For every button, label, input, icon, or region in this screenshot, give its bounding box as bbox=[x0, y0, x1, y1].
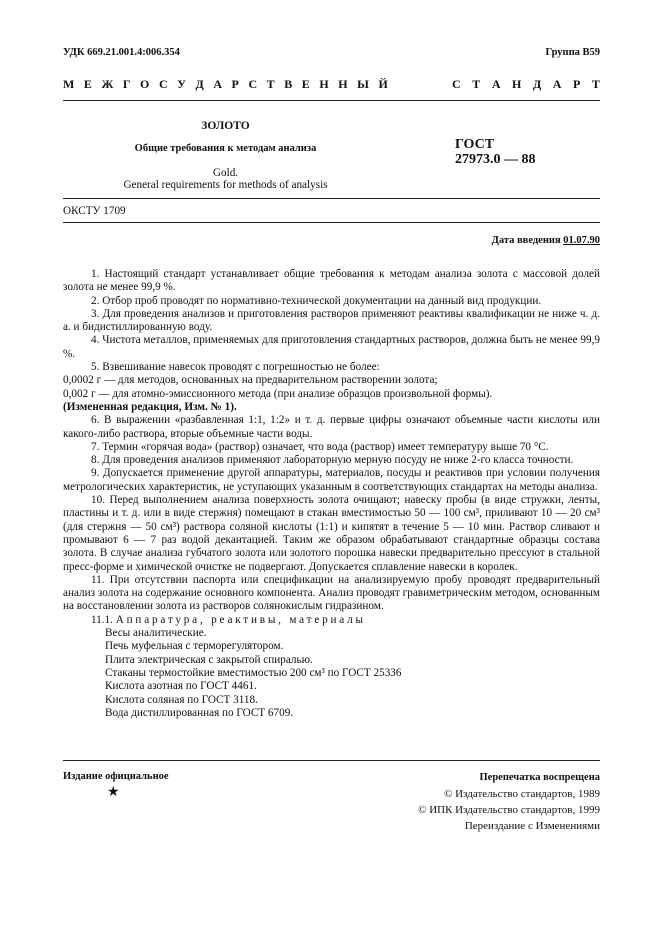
equipment-item: Весы аналитические. bbox=[105, 627, 207, 640]
gost-label: ГОСТ bbox=[455, 137, 495, 152]
paragraph-5-item-1: 0,0002 г — для методов, основанных на предварительном растворении золота; bbox=[63, 374, 438, 387]
banner-letter: Й bbox=[378, 77, 388, 91]
banner-letter: Т bbox=[472, 77, 481, 91]
banner-word-interstate bbox=[63, 76, 388, 92]
banner-letter: В bbox=[284, 77, 293, 91]
banner-letter: Д bbox=[195, 77, 204, 91]
paragraph-3: 3. Для проведения анализов и приготовления растворов применяют реактивы квалификации не ниже ч. д. а. и бидистиллированную воду. bbox=[63, 307, 600, 334]
gost-number: 27973.0 — 88 bbox=[455, 152, 536, 167]
banner-letter: Г bbox=[122, 77, 131, 91]
equipment-item: Стаканы термостойкие вместимостью 200 см³ по ГОСТ 25336 bbox=[105, 666, 402, 679]
amendment-note: (Измененная редакция, Изм. № 1). bbox=[63, 400, 237, 413]
reissue-note: Переиздание с Изменениями bbox=[464, 820, 600, 832]
introduction-date-value: 01.07.90 bbox=[563, 235, 600, 246]
banner-letter: Т bbox=[266, 77, 275, 91]
equipment-item: Кислота азотная по ГОСТ 4461. bbox=[105, 680, 257, 693]
standard-banner bbox=[63, 76, 600, 92]
banner-letter: Р bbox=[573, 77, 581, 91]
title-en: Gold. bbox=[212, 167, 239, 179]
title-rule bbox=[63, 198, 600, 199]
paragraph-6: 6. В выражении «разбавленная 1:1, 1:2» и т. д. первые цифры означают объемные части кислоты или какого-либо раствора, вторые объемные части воды. bbox=[63, 414, 600, 440]
banner-letter: Ж bbox=[101, 77, 114, 91]
introduction-date-label: Дата введения bbox=[491, 235, 561, 246]
banner-letter: Н bbox=[338, 77, 348, 91]
banner-letter: О bbox=[140, 77, 150, 91]
banner-letter: Е bbox=[301, 77, 310, 91]
equipment-item: Вода дистиллированная по ГОСТ 6709. bbox=[105, 706, 294, 719]
paragraph-4: 4. Чистота металлов, применяемых для приготовления стандартных растворов, должна быть не менее 99,9 %. bbox=[63, 334, 600, 360]
paragraph-5: 5. Взвешивание навесок проводят с погрешностью не более: bbox=[91, 361, 380, 374]
banner-letter: Д bbox=[532, 77, 542, 91]
banner-letter: Н bbox=[319, 77, 329, 91]
title-ru: ЗОЛОТО bbox=[201, 120, 250, 132]
banner-letter: С bbox=[248, 77, 258, 91]
paragraph-11: 11. При отсутствии паспорта или спецификации на анализируемую пробу проводят предварительный анализ золота на содержание основного компонента. Анализ проводят гравиметрическим методом, основанным на восстановлении золота из растворов солянокислым гидразином. bbox=[63, 573, 600, 613]
section-11-1-prefix: 11.1. bbox=[91, 613, 113, 626]
banner-letter: М bbox=[63, 77, 75, 91]
footer-rule bbox=[63, 760, 600, 761]
section-11-1-title: Аппаратура, реактивы, материалы bbox=[115, 613, 366, 626]
banner-letter: А bbox=[552, 77, 562, 91]
equipment-item: Плита электрическая с закрытой спиралью. bbox=[105, 653, 313, 666]
banner-letter: А bbox=[213, 77, 222, 91]
introduction-date bbox=[492, 234, 600, 247]
banner-letter: А bbox=[491, 77, 501, 91]
okstu-rule bbox=[63, 222, 600, 223]
banner-letter: Н bbox=[512, 77, 522, 91]
star-icon: ★ bbox=[107, 785, 120, 800]
udk-code: УДК 669.21.001.4:006.354 bbox=[63, 47, 180, 58]
banner-letter: Р bbox=[231, 77, 239, 91]
paragraph-1: 1. Настоящий стандарт устанавливает общие требования к методам анализа золота с массовой долей золота не менее 99,9 %. bbox=[63, 268, 600, 294]
okstu-code: ОКСТУ 1709 bbox=[63, 205, 126, 217]
paragraph-2: 2. Отбор проб проводят по нормативно-технической документации на данный вид продукции. bbox=[91, 294, 542, 307]
copyright-block bbox=[418, 770, 600, 834]
group-code: Группа В59 bbox=[545, 47, 600, 58]
banner-letter: У bbox=[177, 77, 186, 91]
paragraph-10: 10. Перед выполнением анализа поверхность золота очищают; навеску пробы (в виде стружки, ленты, пластины и т. д. или в виде стержня) помещают в стакан вместимостью 50 — 100 см³, приливают 10 — 20 см³ (для стержня — 50 см³) раствора соляной кислоты (1:1) и кипятят в течение 5 — 10 мин. Раствор сливают и промывают 6 — 7 раз водой декантацией. Таким же образом обрабатывают стандартные образцы состава золота. В случае анализа губчатого золота или золотого порошка навески предварительно прессуют в стальной пресс-форме и химической очистке не подвергают. Допускается сплавление навески в королек. bbox=[63, 494, 600, 573]
section-11-1-heading bbox=[63, 614, 600, 627]
banner-letter: Т bbox=[591, 77, 600, 91]
banner-letter: С bbox=[452, 77, 461, 91]
official-edition: Издание официальное bbox=[63, 771, 169, 782]
paragraph-8: 8. Для проведения анализов применяют лабораторную мерную посуду не ниже 2-го класса точности. bbox=[91, 454, 574, 467]
banner-word-standard bbox=[452, 76, 600, 92]
banner-letter: Ы bbox=[357, 77, 369, 91]
header-rule bbox=[63, 100, 600, 101]
document-page bbox=[63, 0, 600, 936]
banner-letter: С bbox=[158, 77, 168, 91]
paragraph-7: 7. Термин «горячая вода» (раствор) означает, что вода (раствор) имеет температуру выше 70 °С. bbox=[91, 440, 549, 453]
paragraph-5-item-2: 0,002 г — для атомно-эмиссионного метода (при анализе образцов произвольной формы). bbox=[63, 387, 493, 400]
copyright-1999: © ИПК Издательство стандартов, 1999 bbox=[418, 804, 600, 816]
equipment-item: Кислота соляная по ГОСТ 3118. bbox=[105, 693, 258, 706]
paragraph-9: 9. Допускается применение другой аппаратуры, материалов, посуды и реактивов при условии получения метрологических характеристик, не уступающих указанным в соответствующих стандартах на методы анализа. bbox=[63, 467, 600, 493]
banner-letter: Е bbox=[83, 77, 92, 91]
subtitle-ru: Общие требования к методам анализа bbox=[134, 143, 317, 154]
copyright-1989: © Издательство стандартов, 1989 bbox=[444, 788, 600, 800]
equipment-item: Печь муфельная с терморегулятором. bbox=[105, 640, 284, 653]
gost-designation bbox=[455, 137, 536, 167]
subtitle-en: General requirements for methods of analysis bbox=[123, 179, 328, 191]
standard-body bbox=[63, 268, 600, 720]
reprint-notice: Перепечатка воспрещена bbox=[479, 772, 600, 783]
